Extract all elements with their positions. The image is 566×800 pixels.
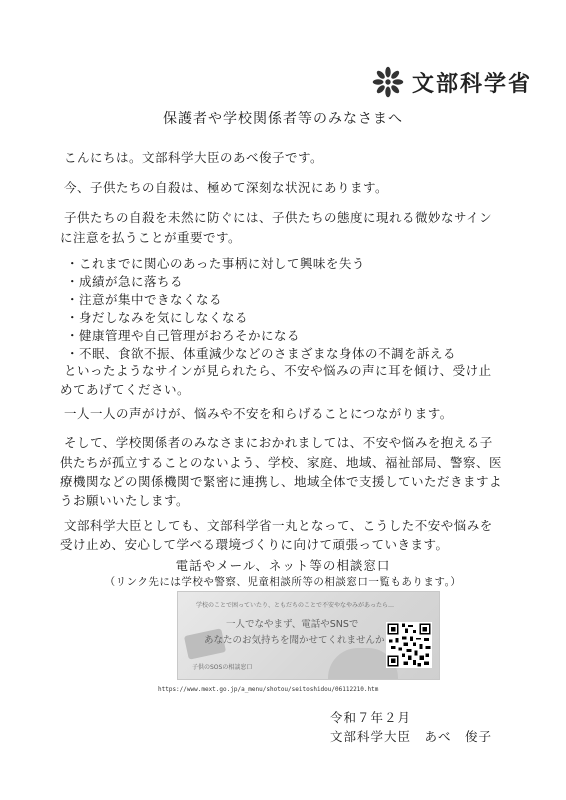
letter-date: 令和７年２月	[330, 710, 412, 725]
sign-item: ・身だしなみを気にしなくなる	[66, 310, 249, 325]
paragraph-2-line-2: に注意を払うことが重要です。	[60, 230, 242, 245]
banner-line-2: あなたのお気持ちを聞かせてくれませんか	[204, 635, 385, 646]
signature: 文部科学大臣 あべ 俊子	[330, 729, 493, 744]
sign-item: ・注意が集中できなくなる	[66, 292, 223, 307]
sign-item: ・成績が急に落ちる	[66, 274, 184, 289]
sign-item: ・健康管理や自己管理がおろそかになる	[66, 328, 301, 343]
logo-text: 文部科学省	[412, 71, 533, 97]
banner-small-text: 学校のことで困っていたり、ともだちのことで不安やなやみがあったら…	[196, 602, 394, 609]
mext-flower-icon	[370, 64, 406, 100]
paragraph-3: 一人一人の声がけが、悩みや不安を和らげることにつながります。	[64, 406, 453, 421]
banner-footer: 子供のSOSの相談窓口	[192, 664, 253, 671]
signs-followup-line-1: といったようなサインが見られたら、不安や悩みの声に耳を傾け、受け止	[64, 363, 492, 378]
qr-code-icon[interactable]	[386, 622, 432, 668]
consultation-banner[interactable]	[177, 591, 440, 680]
paragraph-2-line-1: 子供たちの自殺を未然に防ぐには、子供たちの態度に現れる微妙なサイン	[64, 210, 493, 225]
contact-subheading: （リンク先には学校や警察、児童相談所等の相談窓口一覧もあります。）	[104, 576, 462, 588]
paragraph-1: 今、子供たちの自殺は、極めて深刻な状況にあります。	[64, 180, 389, 195]
paragraph-5-line: 受け止め、安心して学べる環境づくりに向けて頑張っていきます。	[60, 537, 449, 552]
ministry-logo	[370, 64, 532, 100]
sign-item: ・これまでに関心のあった事柄に対して興味を失う	[66, 256, 365, 271]
contact-heading: 電話やメール、ネット等の相談窓口	[175, 558, 391, 573]
banner-line-1: 一人でなやまず、電話やSNSで	[226, 619, 359, 630]
greeting: こんにちは。文部科学大臣のあべ俊子です。	[64, 150, 324, 165]
sign-item: ・不眠、食欲不振、体重減少などのさまざまな身体の不調を訴える	[66, 346, 457, 361]
letter-title: 保護者や学校関係者等のみなさまへ	[163, 111, 403, 127]
consultation-link[interactable]: https://www.mext.go.jp/a_menu/shotou/seitoshidou/06112210.htm	[158, 686, 379, 693]
signs-followup-line-2: めてあげてください。	[60, 382, 191, 397]
paragraph-4-line: そして、学校関係者のみなさまにおかれましては、不安や悩みを抱える子	[64, 435, 493, 450]
paragraph-4-line: 療機関などの関係機関で緊密に連携し、地域全体で支援していただきますよ	[60, 474, 503, 489]
paragraph-4-line: 供たちが孤立することのないよう、学校、家庭、地域、福祉部局、警察、医	[60, 455, 503, 470]
paragraph-5-line: 文部科学大臣としても、文部科学省一丸となって、こうした不安や悩みを	[64, 518, 493, 533]
paragraph-4-line: うお願いいたします。	[60, 493, 190, 508]
